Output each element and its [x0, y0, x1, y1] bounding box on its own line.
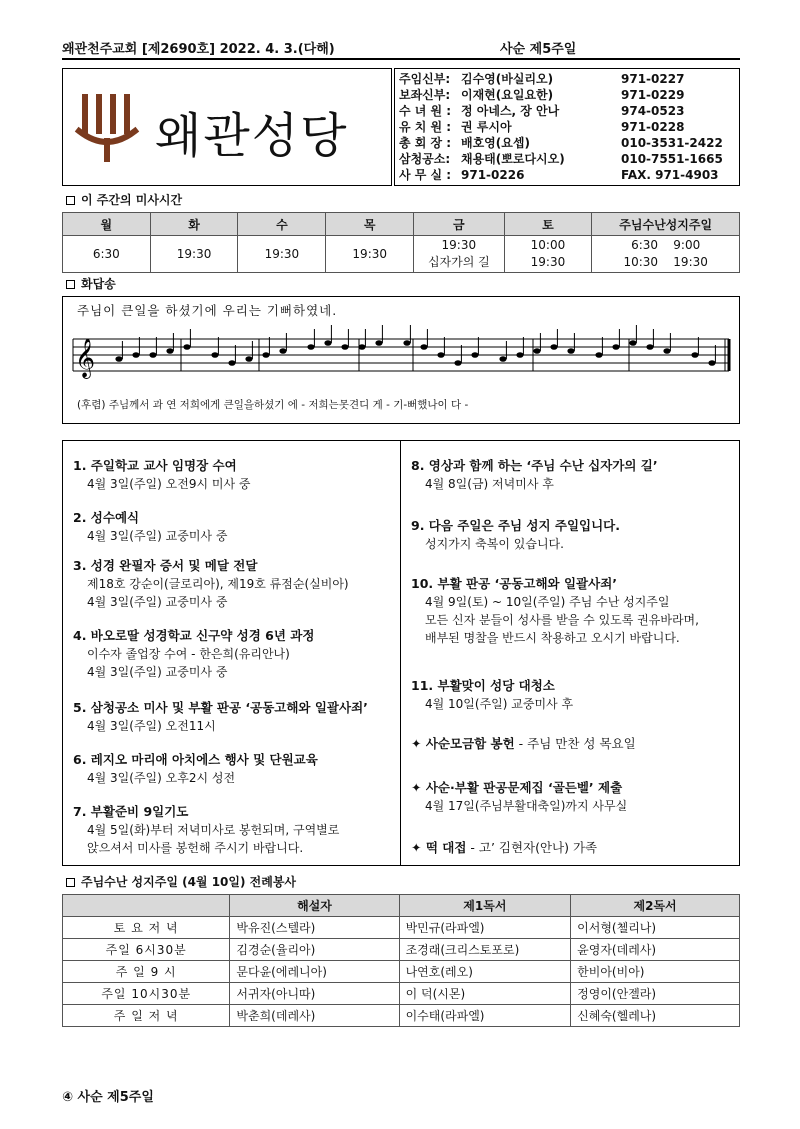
- staff-name: 971-0226: [461, 168, 525, 182]
- service-header: 제1독서: [399, 895, 571, 917]
- music-note: [228, 360, 235, 366]
- music-note: [646, 344, 653, 350]
- announcements-box: [62, 440, 740, 866]
- announcement-title-text: ✦ 사순모금함 봉헌: [411, 736, 515, 751]
- section-psalm: 화답송: [62, 276, 116, 292]
- announcement-item: [411, 677, 573, 713]
- section-liturgy-service: 주님수난 성지주일 (4월 10일) 전례봉사: [62, 874, 296, 890]
- liturgy-service-table: [62, 894, 740, 1027]
- parish-logo-box: [62, 68, 392, 186]
- announcement-item: [73, 751, 318, 787]
- liturgical-week: 사순 제5주일: [500, 42, 577, 57]
- service-row: [63, 917, 740, 939]
- psalm-text: 주님이 큰일을 하셨기에 우리는 기뻐하였네.: [77, 303, 338, 318]
- staff-phone: 971-0228: [621, 120, 685, 134]
- music-note: [550, 344, 557, 350]
- announcement-item: [411, 575, 699, 647]
- mass-day-header: 주님수난성지주일: [592, 213, 740, 236]
- square-bullet-icon: [66, 196, 75, 205]
- music-note: [499, 356, 506, 362]
- announcement-title: [411, 575, 699, 593]
- mass-day-header: 금: [414, 213, 504, 236]
- service-header-row: [63, 895, 740, 917]
- issue-header: [62, 38, 740, 57]
- service-row: [63, 1005, 740, 1027]
- music-note: [629, 340, 636, 346]
- parish-date: 왜관천주교회 [제2690호] 2022. 4. 3.(다해): [62, 42, 335, 57]
- music-note: [471, 352, 478, 358]
- staff-name: 이재현(요일요한): [461, 88, 554, 102]
- announcement-title-text: 4. 바오로딸 성경학교 신구약 성경 6년 과정: [73, 628, 315, 643]
- announcement-suffix: - 주님 만찬 성 목요일: [514, 736, 636, 751]
- staff-directory: [394, 68, 740, 186]
- announcement-detail: 4월 5일(화)부터 저녁미사로 봉헌되며, 구역별로: [87, 823, 340, 837]
- announcement-title-text: ✦ 떡 대접: [411, 840, 467, 855]
- announcement-title-text: 8. 영상과 함께 하는 ‘주님 수난 십자가의 길’: [411, 458, 658, 473]
- music-note: [567, 348, 574, 354]
- music-note: [691, 352, 698, 358]
- music-note: [708, 360, 715, 366]
- announcement-detail: 4월 3일(주일) 오전9시 미사 중: [87, 477, 251, 491]
- music-note: [324, 340, 331, 346]
- music-staff-notation: [69, 325, 733, 393]
- staff-name: 정 아네스, 장 안나: [461, 104, 560, 118]
- announcement-detail: 4월 3일(주일) 교중미사 중: [87, 595, 228, 609]
- announcement-title-text: 7. 부활준비 9일기도: [73, 804, 189, 819]
- service-row: [63, 961, 740, 983]
- music-note: [358, 344, 365, 350]
- announcement-title-text: 10. 부활 판공 ‘공동고해와 일괄사죄’: [411, 576, 618, 591]
- announcement-suffix: - 고’ 김현자(안나) 가족: [466, 840, 598, 855]
- mass-time: 6:30: [92, 246, 120, 261]
- service-time-label: 주 일 9 시: [63, 961, 230, 983]
- music-note: [149, 352, 156, 358]
- music-note: [595, 352, 602, 358]
- music-note: [211, 352, 218, 358]
- announcement-title: [411, 457, 658, 475]
- svg-text:𝄞: 𝄞: [75, 338, 96, 378]
- service-minister: 윤영자(데레사): [571, 939, 740, 961]
- announcement-title: [73, 699, 368, 717]
- service-minister: 나연호(레오): [399, 961, 571, 983]
- mass-time: 십자가의 길: [427, 255, 490, 269]
- announcement-title: [73, 751, 318, 769]
- announcement-detail: 배부된 명찰을 반드시 착용하고 오시기 바랍니다.: [425, 631, 680, 645]
- music-note: [437, 352, 444, 358]
- announcement-title: [411, 517, 620, 535]
- mass-days-row: [63, 213, 740, 236]
- announcement-item: [73, 557, 349, 611]
- staff-phone: 971-0227: [621, 72, 685, 86]
- service-minister: 김경순(율리아): [230, 939, 399, 961]
- mass-time: 10:00: [530, 238, 566, 252]
- music-note: [454, 360, 461, 366]
- announcement-detail: 4월 3일(주일) 교중미사 중: [87, 529, 228, 543]
- music-note: [663, 348, 670, 354]
- announcement-title: [73, 509, 227, 527]
- service-time-label: 토 요 저 녁: [63, 917, 230, 939]
- service-header: 제2독서: [571, 895, 740, 917]
- service-minister: 정영이(안젤라): [571, 983, 740, 1005]
- announcement-title-text: ✦ 사순·부활 판공문제집 ‘골든벨’ 제출: [411, 780, 623, 795]
- mass-time-cell: [150, 236, 238, 273]
- announcement-title: [411, 779, 627, 797]
- service-minister: 박민규(라파엘): [399, 917, 571, 939]
- mass-time: 6:30 9:00: [631, 238, 701, 252]
- staff-phone: 010-7551-1665: [621, 152, 723, 166]
- mass-day-header: 목: [326, 213, 414, 236]
- service-minister: 박유진(스텔라): [230, 917, 399, 939]
- staff-role: 사 무 실 :: [399, 168, 452, 182]
- mass-time: 10:30 19:30: [623, 255, 708, 269]
- staff-role: 유 치 원 :: [399, 120, 452, 134]
- mass-time: 19:30: [530, 255, 566, 269]
- service-minister: 조경래(크리스토포로): [399, 939, 571, 961]
- announcement-detail: 4월 3일(주일) 오전11시: [87, 719, 216, 733]
- service-time-label: 주 일 저 녁: [63, 1005, 230, 1027]
- church-logo-icon: [71, 91, 143, 163]
- announcement-title: [73, 457, 250, 475]
- staff-phone: 974-0523: [621, 104, 685, 118]
- announcement-detail: 4월 3일(주일) 오후2시 성전: [87, 771, 236, 785]
- header-rule: [62, 58, 740, 60]
- announcement-detail: 4월 8일(금) 저녁미사 후: [425, 477, 554, 491]
- announcement-title-text: 3. 성경 완필자 증서 및 메달 전달: [73, 558, 258, 573]
- staff-name: 권 루시아: [461, 120, 512, 134]
- announcement-item: [411, 839, 597, 857]
- staff-role: 수 녀 원 :: [399, 104, 452, 118]
- staff-name: 채용태(뽀로다시오): [461, 152, 565, 166]
- staff-role: 총 회 장 :: [399, 136, 452, 150]
- service-row: [63, 939, 740, 961]
- mass-time-cell: [592, 236, 740, 273]
- announcement-title-text: 2. 성수예식: [73, 510, 140, 525]
- announcement-item: [73, 509, 227, 545]
- music-note: [279, 348, 286, 354]
- announcement-detail: 모든 신자 분들이 성사를 받을 수 있도록 권유바라며,: [425, 613, 699, 627]
- announcement-detail: 이수자 졸업장 수여 - 한은희(유리안나): [87, 647, 290, 661]
- music-note: [307, 344, 314, 350]
- announcement-item: [73, 699, 368, 735]
- announcement-title: [411, 677, 573, 695]
- mass-time: 19:30: [176, 246, 212, 261]
- announcement-title-text: 6. 레지오 마리애 아치에스 행사 및 단원교육: [73, 752, 318, 767]
- announcement-detail: 4월 3일(주일) 교중미사 중: [87, 665, 228, 679]
- mass-times-table: [62, 212, 740, 273]
- mass-time-cell: [238, 236, 326, 273]
- music-note: [262, 352, 269, 358]
- mass-day-header: 화: [150, 213, 238, 236]
- section-mass-times: 이 주간의 미사시간: [62, 192, 182, 208]
- column-divider: [400, 441, 401, 865]
- staff-role: 주임신부:: [399, 72, 451, 86]
- announcement-title-text: 5. 삼청공소 미사 및 부활 판공 ‘공동고해와 일괄사죄’: [73, 700, 368, 715]
- service-minister: 이서형(첼리나): [571, 917, 740, 939]
- announcement-item: [411, 457, 658, 493]
- service-row: [63, 983, 740, 1005]
- announcement-detail: 성지가지 축복이 있습니다.: [425, 537, 564, 551]
- service-time-label: 주일 10시30분: [63, 983, 230, 1005]
- service-header: [63, 895, 230, 917]
- announcement-title: [411, 735, 636, 753]
- music-note: [533, 348, 540, 354]
- announcement-detail: 앉으셔서 미사를 봉헌해 주시기 바랍니다.: [87, 841, 304, 855]
- staff-name: 김수영(바실리오): [461, 72, 554, 86]
- logo-text: 왜관성당: [155, 108, 349, 164]
- announcement-item: [411, 517, 620, 553]
- service-minister: 한비아(비아): [571, 961, 740, 983]
- mass-day-header: 수: [238, 213, 326, 236]
- music-note: [245, 356, 252, 362]
- announcement-title-text: 9. 다음 주일은 주님 성지 주일입니다.: [411, 518, 621, 533]
- psalm-box: [62, 296, 740, 424]
- music-note: [375, 340, 382, 346]
- service-header: 해설자: [230, 895, 399, 917]
- staff-phone: FAX. 971-4903: [621, 168, 719, 182]
- music-note: [341, 344, 348, 350]
- announcement-item: [411, 735, 636, 753]
- square-bullet-icon: [66, 280, 75, 289]
- staff-phone: 010-3531-2422: [621, 136, 723, 150]
- music-note: [420, 344, 427, 350]
- mass-times-row: [63, 236, 740, 273]
- mass-time-cell: [504, 236, 592, 273]
- music-note: [132, 352, 139, 358]
- staff-phone: 971-0229: [621, 88, 685, 102]
- music-note: [115, 356, 122, 362]
- music-note: [612, 344, 619, 350]
- service-minister: 서귀자(아니따): [230, 983, 399, 1005]
- announcement-title: [411, 839, 597, 857]
- announcement-item: [73, 627, 314, 681]
- mass-time: 19:30: [352, 246, 388, 261]
- announcement-title: [73, 803, 339, 821]
- service-minister: 문다윤(에레니아): [230, 961, 399, 983]
- mass-time-cell: [63, 236, 151, 273]
- announcement-item: [73, 803, 339, 857]
- announcement-title-text: 1. 주일학교 교사 임명장 수여: [73, 458, 237, 473]
- page-footer: ④ 사순 제5주일: [62, 1090, 154, 1105]
- announcement-title: [73, 627, 314, 645]
- service-minister: 이수태(라파엘): [399, 1005, 571, 1027]
- service-minister: 이 덕(시몬): [399, 983, 571, 1005]
- mass-day-header: 월: [63, 213, 151, 236]
- announcement-detail: 제18호 강순이(글로리아), 제19호 류점순(실비아): [87, 577, 349, 591]
- music-note: [403, 340, 410, 346]
- music-note: [183, 344, 190, 350]
- mass-time: 19:30: [264, 246, 300, 261]
- music-note: [516, 352, 523, 358]
- staff-role: 삼청공소:: [399, 152, 451, 166]
- service-time-label: 주일 6시30분: [63, 939, 230, 961]
- mass-time-cell: [414, 236, 504, 273]
- mass-time: 19:30: [441, 238, 477, 252]
- mass-time-cell: [326, 236, 414, 273]
- announcement-detail: 4월 10일(주일) 교중미사 후: [425, 697, 574, 711]
- announcement-detail: 4월 17일(주님부활대축일)까지 사무실: [425, 799, 628, 813]
- announcement-item: [73, 457, 250, 493]
- announcement-detail: 4월 9일(토) ~ 10일(주일) 주님 수난 성지주일: [425, 595, 670, 609]
- music-note: [166, 348, 173, 354]
- service-minister: 박춘희(데레사): [230, 1005, 399, 1027]
- psalm-lyrics: (후렴) 주님께서 과 연 저희에게 큰일을하셨기 에 - 저희는못견디 게 - 기-뻐했나이 다 -: [77, 399, 469, 411]
- announcement-title: [73, 557, 349, 575]
- staff-role: 보좌신부:: [399, 88, 451, 102]
- square-bullet-icon: [66, 878, 75, 887]
- staff-name: 배호영(요셉): [461, 136, 530, 150]
- announcement-item: [411, 779, 627, 815]
- mass-day-header: 토: [504, 213, 592, 236]
- announcement-title-text: 11. 부활맞이 성당 대청소: [411, 678, 555, 693]
- service-minister: 신혜숙(헬레나): [571, 1005, 740, 1027]
